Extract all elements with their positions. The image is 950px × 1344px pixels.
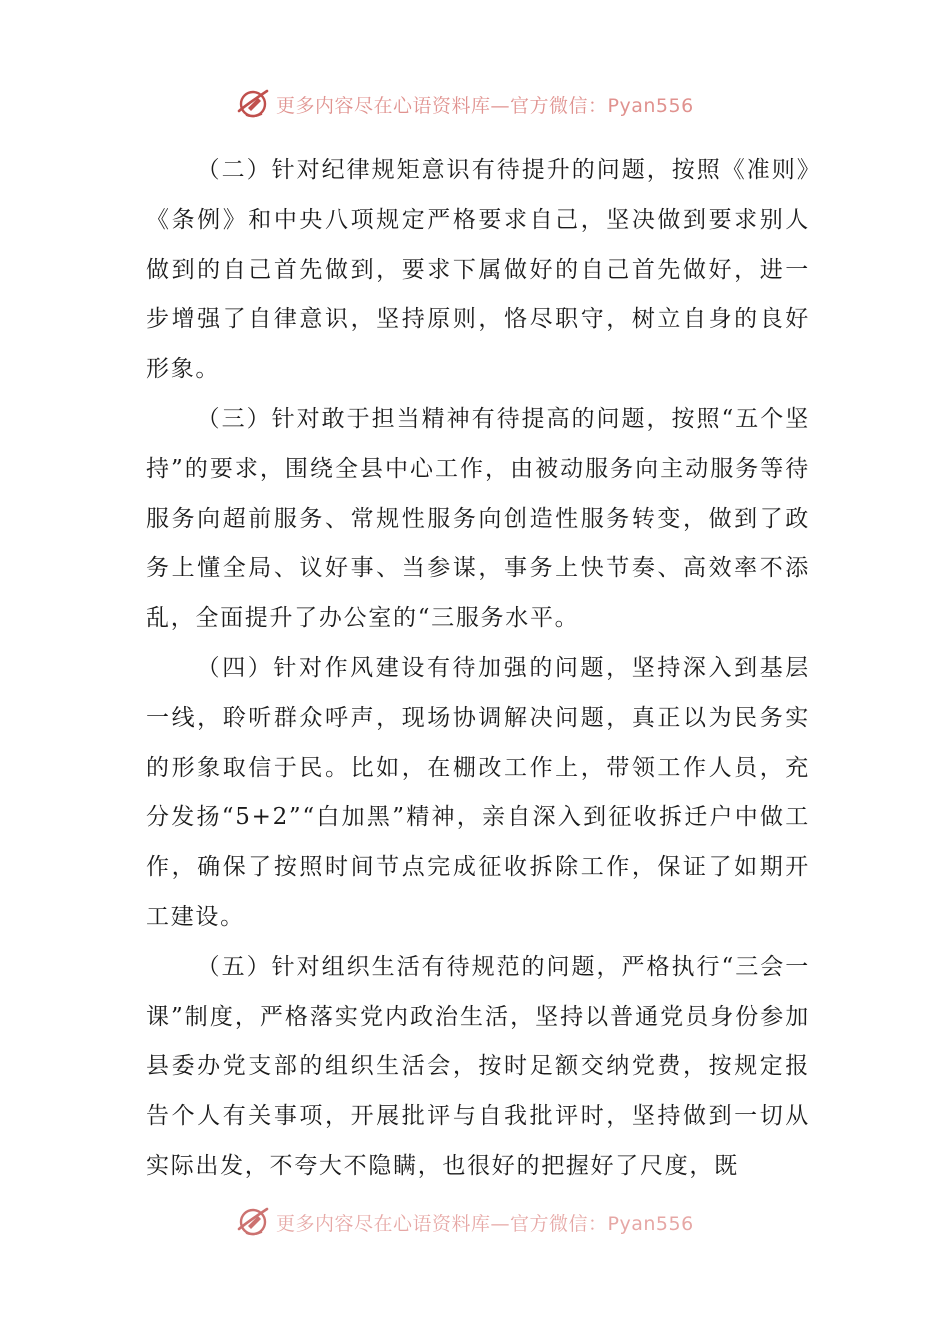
paragraph: （五）针对组织生活有待规范的问题，严格执行“三会一课”制度，严格落实党内政治生活，坚持以普通党员身份参加县委办党支部的组织生活会，按时足额交纳党费，按规定报告个人有关事项，开展批评与自我批评时，坚持做到一切从实际出发，不夸大不隐瞒，也很好的把握好了尺度，既 <box>146 953 810 1179</box>
watermark-wechat-id: Pyan556 <box>607 94 694 117</box>
footer-watermark <box>0 1204 950 1244</box>
document-body <box>146 146 810 1192</box>
watermark-text <box>276 1209 694 1236</box>
paragraph: （二）针对纪律规矩意识有待提升的问题，按照《准则》《条例》和中央八项规定严格要求自己，坚决做到要求别人做到的自己首先做到，要求下属做好的自己首先做好，进一步增强了自律意识，坚持原则，恪尽职守，树立自身的良好形象。 <box>146 157 810 383</box>
watermark-label: 更多内容尽在心语资料库—官方微信： <box>276 94 608 117</box>
paragraph: （三）针对敢于担当精神有待提高的问题，按照“五个坚持”的要求，围绕全县中心工作，由被动服务向主动服务等待服务向超前服务、常规性服务向创造性服务转变，做到了政务上懂全局、议好事、当参谋，事务上快节奏、高效率不添乱，全面提升了办公室的“三服务水平。 <box>146 405 810 632</box>
watermark-group <box>236 84 694 124</box>
pen-logo-icon <box>236 87 270 121</box>
watermark-text <box>276 91 694 118</box>
watermark-group <box>236 1204 694 1242</box>
header-watermark <box>0 84 950 124</box>
pen-logo-icon <box>236 1205 270 1239</box>
watermark-label: 更多内容尽在心语资料库—官方微信： <box>276 1212 608 1235</box>
watermark-wechat-id: Pyan556 <box>607 1212 694 1235</box>
paragraph: （四）针对作风建设有待加强的问题，坚持深入到基层一线，聆听群众呼声，现场协调解决问题，真正以为民务实的形象取信于民。比如，在棚改工作上，带领工作人员，充分发扬“5+2”“白加黑”精神，亲自深入到征收拆迁户中做工作，确保了按照时间节点完成征收拆除工作，保证了如期开工建设。 <box>146 654 810 930</box>
